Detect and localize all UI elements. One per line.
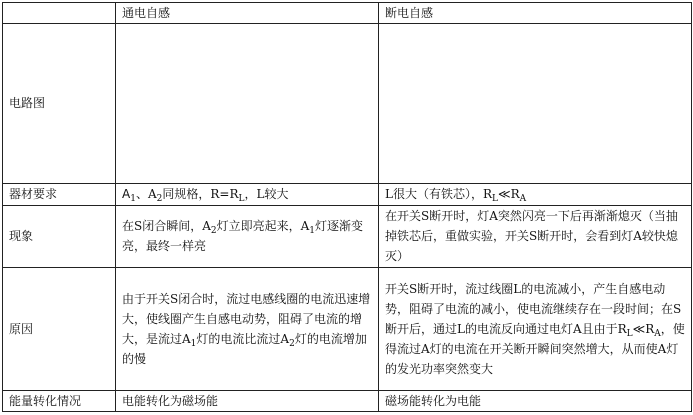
equipment-energized-cell: $A_1$、$A_2$同规格，$R=R_L$，L较大 (116, 183, 379, 205)
row-label-equipment: 器材要求 (3, 183, 116, 205)
energy-deenergized-cell: 磁场能转化为电能 (379, 390, 692, 411)
reason-deenergized-cell: 开关S断开时，流过线圈L的电流减小，产生自感电动势，阻碍了电流的减小，使电流继续存在一段时间；在S断开后，通过L的电流反向通过电灯A且由于$R_L≪R_A$，使得流过A灯的电流在开关断开瞬间突然增大，从而使A灯的发光功率突然变大 (379, 267, 692, 390)
phenomenon-energized-cell: 在S闭合瞬间，$A_2$灯立即亮起来，$A_1$灯逐渐变亮，最终一样亮 (116, 205, 379, 267)
reason-energized-cell: 由于开关S闭合时，流过电感线圈的电流迅速增大，使线圈产生自感电动势，阻碍了电流的增大，是流过$A_1$灯的电流比流过$A_2$灯的电流增加的慢 (116, 267, 379, 390)
corner-cell (3, 3, 116, 24)
header-energized-self-induction: 通电自感 (116, 3, 379, 24)
reason-row (3, 267, 692, 390)
comparison-table (2, 2, 692, 412)
row-label-reason: 原因 (3, 267, 116, 390)
phenomenon-deenergized-cell: 在开关S断开时，灯A突然闪亮一下后再渐渐熄灭（当抽掉铁芯后，重做实验，开关S断开时，会看到灯A较快熄灭） (379, 205, 692, 267)
circuit-diagram-deenergized-cell (379, 24, 692, 183)
row-label-energy-conversion: 能量转化情况 (3, 390, 116, 411)
row-label-circuit: 电路图 (3, 24, 116, 183)
row-label-phenomenon: 现象 (3, 205, 116, 267)
equipment-deenergized-cell: L很大（有铁芯），$R_L≪R_A$ (379, 183, 692, 205)
table-header-row (3, 3, 692, 24)
equipment-row (3, 183, 692, 205)
circuit-diagram-row (3, 24, 692, 183)
energy-conversion-row (3, 390, 692, 411)
circuit-diagram-energized-cell (116, 24, 379, 183)
energy-energized-cell: 电能转化为磁场能 (116, 390, 379, 411)
phenomenon-row (3, 205, 692, 267)
header-deenergized-self-induction: 断电自感 (379, 3, 692, 24)
